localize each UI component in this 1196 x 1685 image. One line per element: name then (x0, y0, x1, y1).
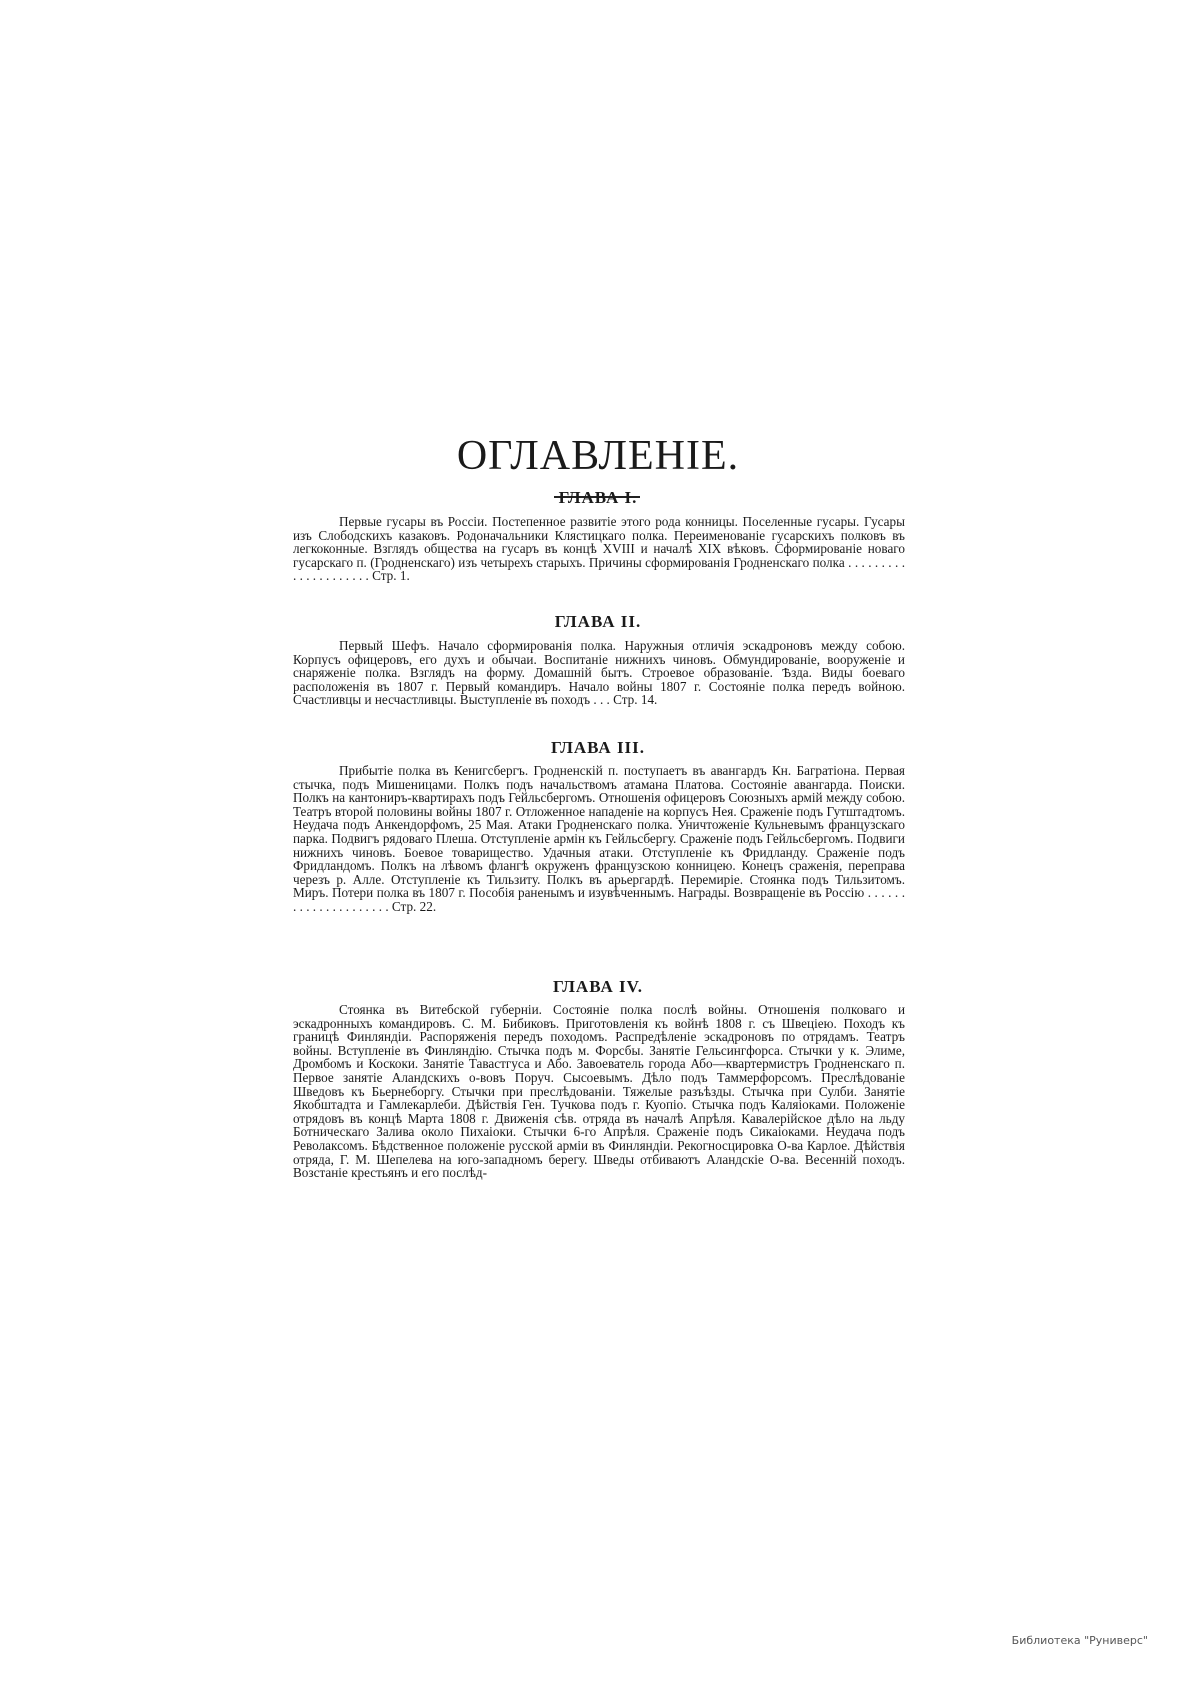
chapter-1-heading: ГЛАВА I. (558, 488, 638, 507)
chapter-2-heading: ГЛАВА II. (554, 612, 642, 631)
library-watermark: Библиотека "Руниверс" (1011, 1634, 1148, 1647)
page-title: ОГЛАВЛЕНІЕ. (456, 433, 740, 479)
chapter-1-page-ref: . . . . . . . . . . . . . . . . . . . . . Стр. 1. (293, 554, 906, 584)
chapter-4-heading: ГЛАВА IV. (553, 977, 643, 996)
chapter-3-body (293, 764, 905, 914)
chapter-1-text: Первые гусары въ Россіи. Постепенное развитіе этого рода конницы. Поселенные гусары. Гусары изъ Слободскихъ казаковъ. Родоначальники Клястицкаго полка. Переименованіе гусарскихъ полковъ въ легкоконные. Взглядъ общества на гусаръ въ концѣ XVIII и началѣ XIX вѣковъ. Сформированіе новаго гусарскаго п. (Гродненскаго) изъ четырехъ старыхъ. Причины сформированія Гродненскаго полка . . . . . . . . . . . . . . . . . . . . . Стр. 1. (293, 514, 906, 584)
chapter-3-text: Прибытіе полка въ Кенигсбергъ. Гродненскій п. поступаетъ въ авангардъ Кн. Багратіона. Первая стычка, подъ Мишеницами. Полкъ подъ начальствомъ атамана Платова. Состояніе авангарда. Поиски. Полкъ на кантониръ-квартирахъ подъ Гейльсбергомъ. Отношенія офицеровъ Союзныхъ армій между собою. Театръ второй половины войны 1807 г. Отложенное нападеніе на корпусъ Нея. Сраженіе подъ Гутштадтомъ. Неудача подъ Анкендорфомъ, 25 Мая. Атаки Гродненскаго полка. Уничтоженіе Кульневымъ французскаго парка. Подвигъ рядоваго Плеша. Отступленіе армін къ Гейльсбергу. Сраженіе подъ Гейльсбергомъ. Подвиги нижнихъ чиновъ. Боевое товарищество. Удачныя атаки. Отступленіе къ Фридланду. Сраженіе подъ Фридландомъ. Полкъ на лѣвомъ флангѣ окруженъ французскою конницею. Конецъ сраженія, переправа черезъ р. Алле. Отступленіе къ Тильзиту. Полкъ въ арьергардѣ. Перемиріе. Стоянка подъ Тильзитомъ. Миръ. Потери полка въ 1807 г. Пособія раненымъ и изувѣченнымъ. Награды. Возвращеніе въ Россію . . . . . . . . . . . . . . . . . . . . . Стр. 22. (293, 763, 906, 914)
chapter-4-text: Стоянка въ Витебской губерніи. Состояніе полка послѣ войны. Отношенія полковаго и эскадронныхъ командировъ. С. М. Бибиковъ. Приготовленія къ войнѣ 1808 г. съ Швеціею. Походъ къ границѣ Финляндіи. Распоряженія передъ походомъ. Распредѣленіе эскадроновъ по отрядамъ. Театръ войны. Вступленіе въ Финляндію. Стычка подъ м. Форсбы. Занятіе Гельсингфорса. Стычки у к. Элиме, Дромбомъ и Коскоки. Занятіе Тавастгуса и Або. Завоеватель города Або—квартермистръ Гродненскаго п. Первое занятіе Аландскихъ о-вовъ Поруч. Сысоевымъ. Дѣло подъ Таммерфорсомъ. Преслѣдованіе Шведовъ къ Бьернеборгу. Стычки при преслѣдованіи. Тяжелые разъѣзды. Стычка при Сулби. Занятіе Якобштадта и Гамлекарлеби. Дѣйствія Ген. Тучкова подъ г. Куопіо. Стычка подъ Каляіоками. Положеніе отрядовъ въ концѣ Марта 1808 г. Движенія сѣв. отряда въ началѣ Апрѣля. Кавалерійское дѣло на льду Ботническаго Залива около Пихаіоки. Стычки 6-го Апрѣля. Сраженіе подъ Сикаіоками. Неудача подъ Револаксомъ. Бѣдственное положеніе русской арміи въ Финляндіи. Рекогносцировка О-ва Карлое. Дѣйствія отряда, Г. М. Шепелева на юго-западномъ берегу. Шведы отбиваютъ Аландскіе О-ва. Весенній походъ. Возстаніе крестьянъ и его послѣд- (293, 1002, 905, 1181)
chapter-2-text: Первый Шефъ. Начало сформированія полка. Наружныя отличія эскадроновъ между собою. Корпусъ офицеровъ, его духъ и обычаи. Воспитаніе нижнихъ чиновъ. Обмундированіе, вооруженіе и снаряженіе полка. Взглядъ на форму. Домашній бытъ. Строевое образованіе. Ѣзда. Виды боеваго расположенія въ 1807 г. Первый командиръ. Начало войны 1807 г. Состояніе полка передъ войною. Счастливцы и несчастливцы. Выступленіе въ походъ . . . Стр. 14. (293, 638, 905, 708)
chapter-4-body (293, 1003, 905, 1180)
chapter-2-page-ref: . . . Стр. 14. (593, 692, 658, 708)
chapter-2-body (293, 639, 905, 707)
chapter-3-page-ref: . . . . . . . . . . . . . . . . . . . . . Стр. 22. (293, 885, 906, 914)
chapter-1-body (293, 515, 905, 583)
chapter-3-heading: ГЛАВА III. (550, 738, 646, 757)
